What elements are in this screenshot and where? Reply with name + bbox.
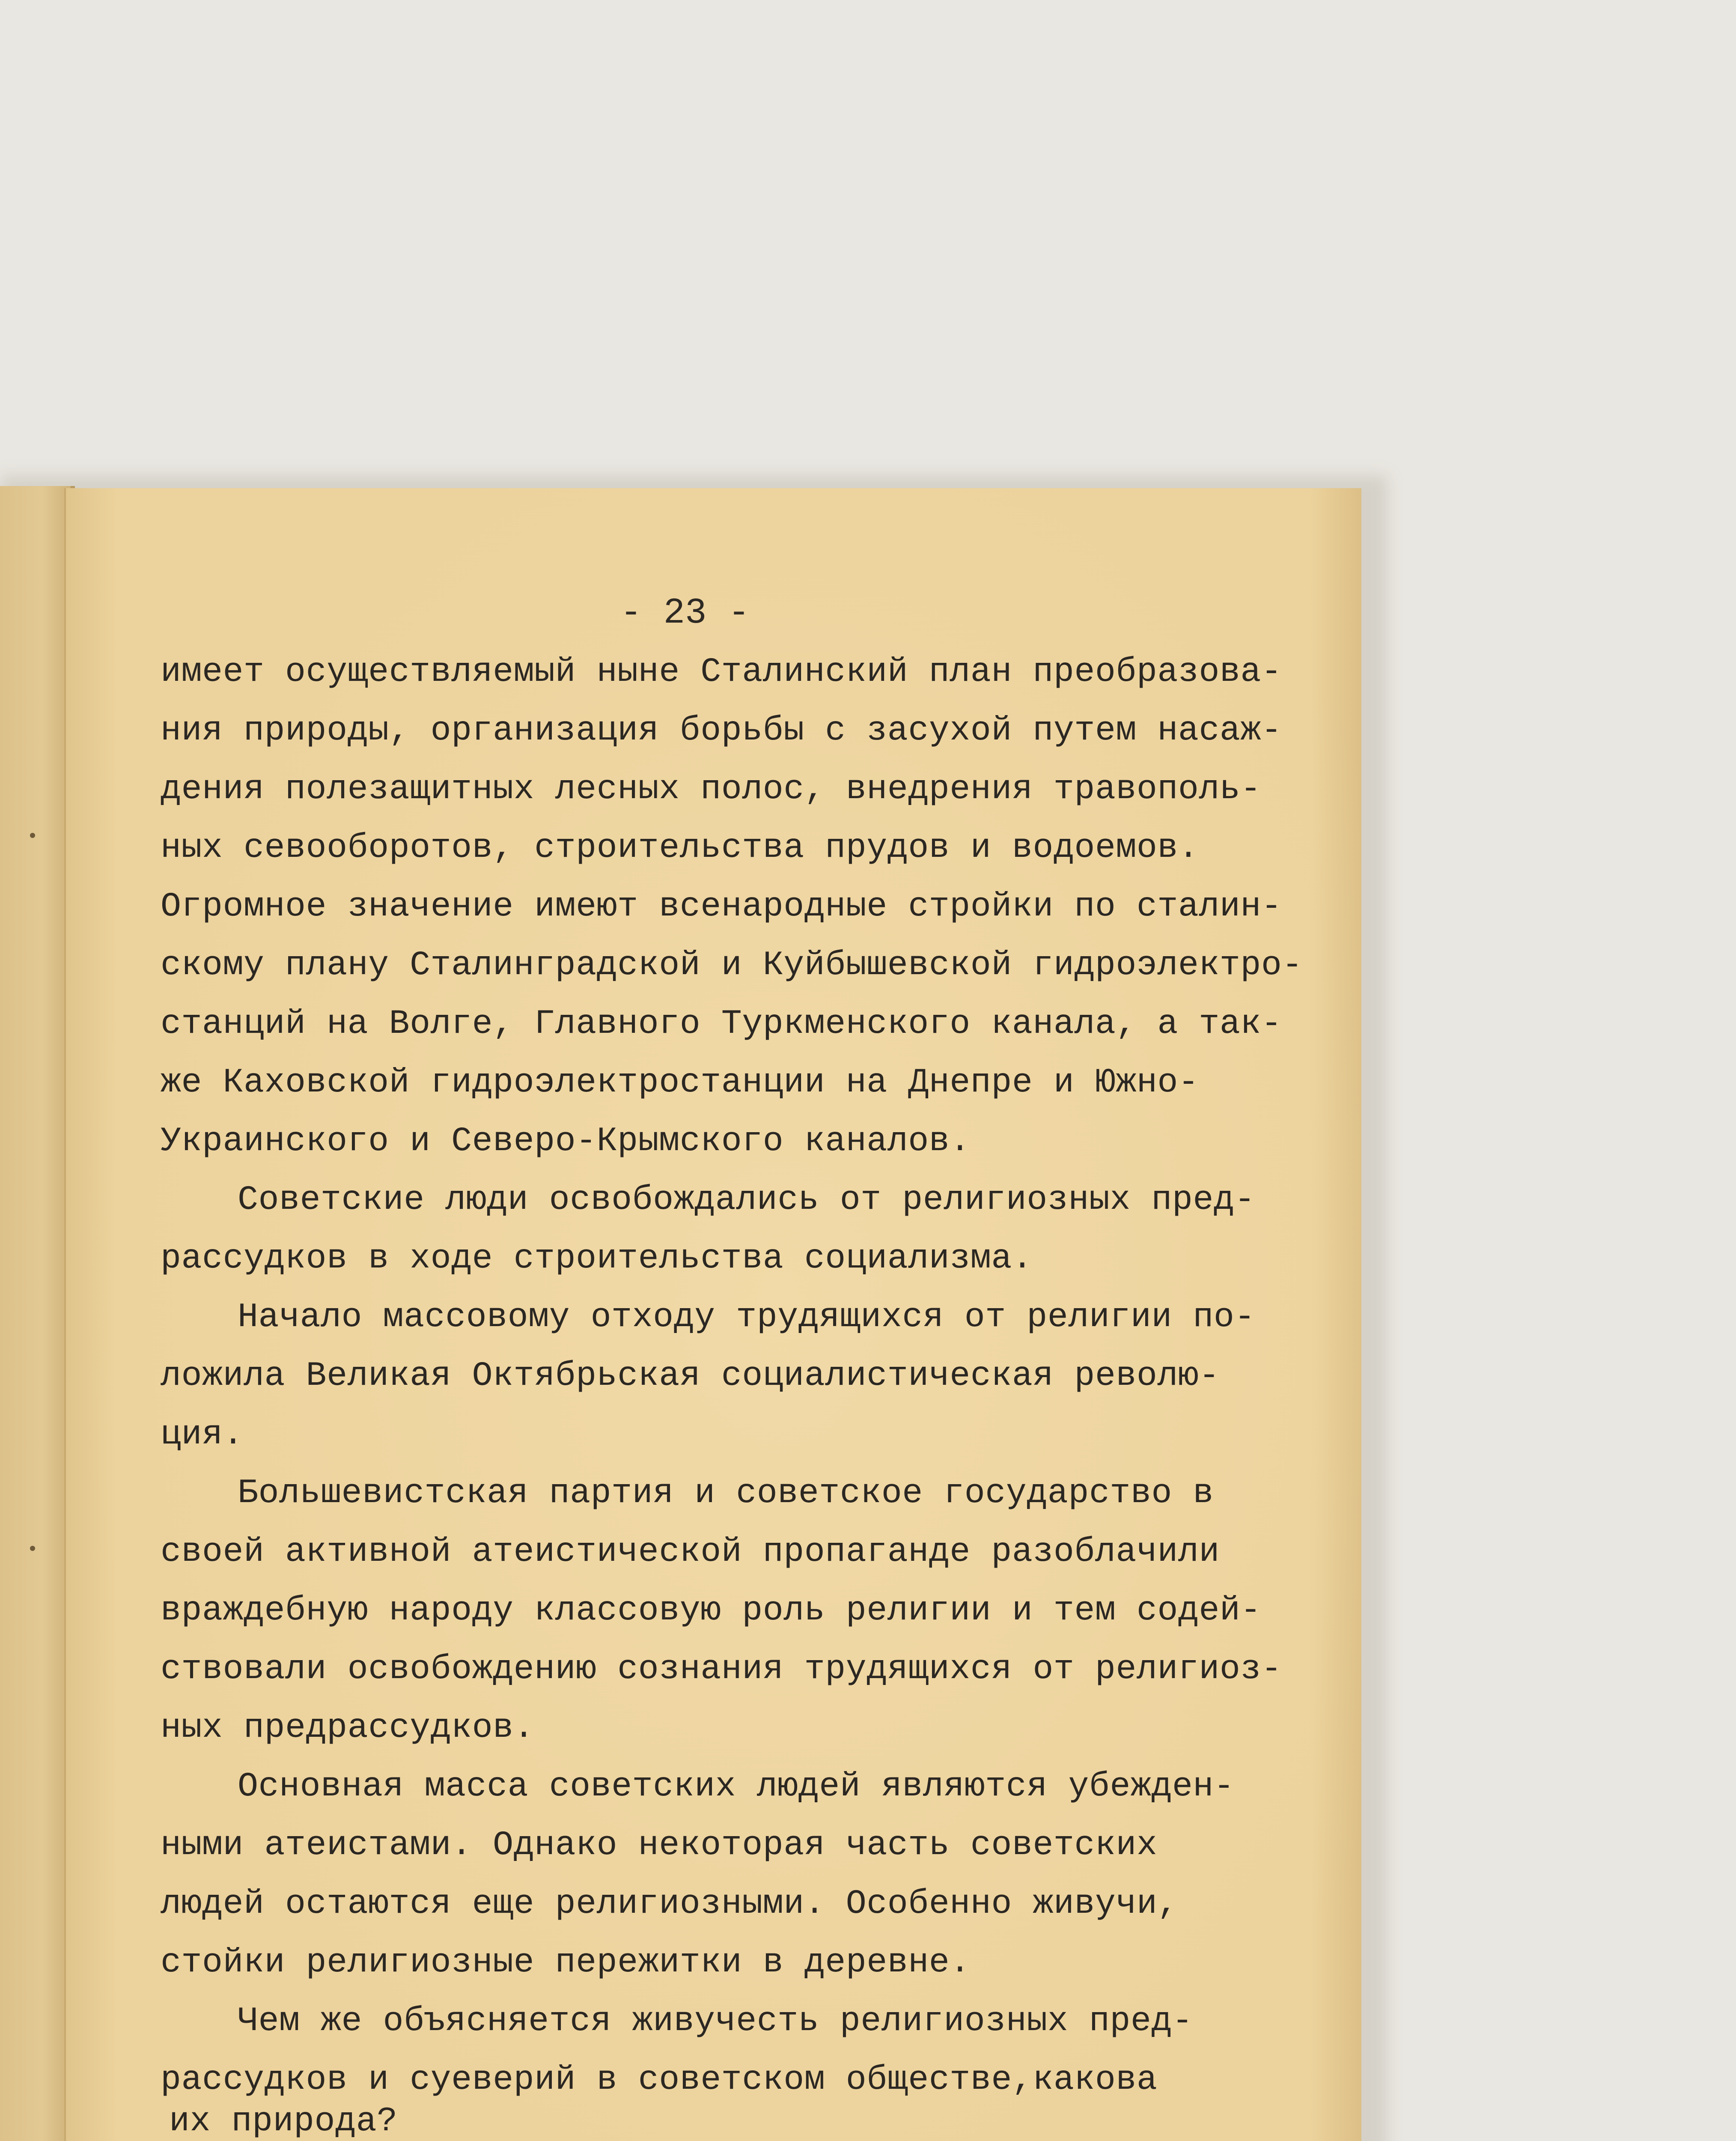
paragraph-start-line: Основная масса советских людей являются убежден- — [238, 1767, 1235, 1806]
text-line: ных севооборотов, строительства прудов и водоемов. — [161, 829, 1199, 868]
text-line: рассудков и суеверий в советском обществе,какова — [161, 2060, 1158, 2099]
text-line: ция. — [161, 1415, 244, 1454]
paragraph-start-line: Чем же объясняется живучесть религиозных пред- — [238, 2002, 1193, 2041]
text-line: имеет осуществляемый ныне Сталинский план преобразова- — [161, 653, 1282, 692]
text-line: ствовали освобождению сознания трудящихся от религиоз- — [161, 1650, 1282, 1689]
paragraph-start-line: Советские люди освобождались от религиозных пред- — [238, 1181, 1255, 1220]
paragraph-start-line: Начало массовому отходу трудящихся от религии по- — [238, 1298, 1255, 1337]
text-line: стойки религиозные пережитки в деревне. — [161, 1943, 971, 1982]
text-line: ных предрассудков. — [161, 1709, 535, 1747]
paragraph-start-line: Большевистская партия и советское государство в — [238, 1474, 1214, 1513]
text-line: людей остаются еще религиозными. Особенно живучи, — [161, 1885, 1178, 1923]
text-line: их природа? — [169, 2102, 398, 2141]
text-line: Украинского и Северо-Крымского каналов. — [161, 1122, 971, 1161]
binding-hole — [30, 833, 35, 838]
binding-hole — [30, 1546, 35, 1551]
text-line: враждебную народу классовую роль религии и тем содей- — [161, 1591, 1261, 1630]
text-line: станций на Волге, Главного Туркменского канала, а так- — [161, 1005, 1282, 1044]
page-number: - 23 - — [620, 593, 750, 634]
text-line: ными атеистами. Однако некоторая часть советских — [161, 1826, 1158, 1865]
text-line: ния природы, организация борьбы с засухой путем насаж- — [161, 711, 1282, 750]
text-line: дения полезащитных лесных полос, внедрения травополь- — [161, 770, 1261, 809]
text-line: рассудков в ходе строительства социализма. — [161, 1239, 1033, 1278]
text-line: своей активной атеистической пропаганде разоблачили — [161, 1533, 1220, 1571]
text-line: ложила Великая Октябрьская социалистическая револю- — [161, 1357, 1220, 1396]
text-line: скому плану Сталинградской и Куйбышевской гидроэлектро- — [161, 946, 1303, 985]
left-page-edge — [0, 486, 75, 2141]
text-line: же Каховской гидроэлектростанции на Днепре и Южно- — [161, 1063, 1199, 1102]
text-line: Огромное значение имеют всенародные стройки по сталин- — [161, 887, 1282, 926]
